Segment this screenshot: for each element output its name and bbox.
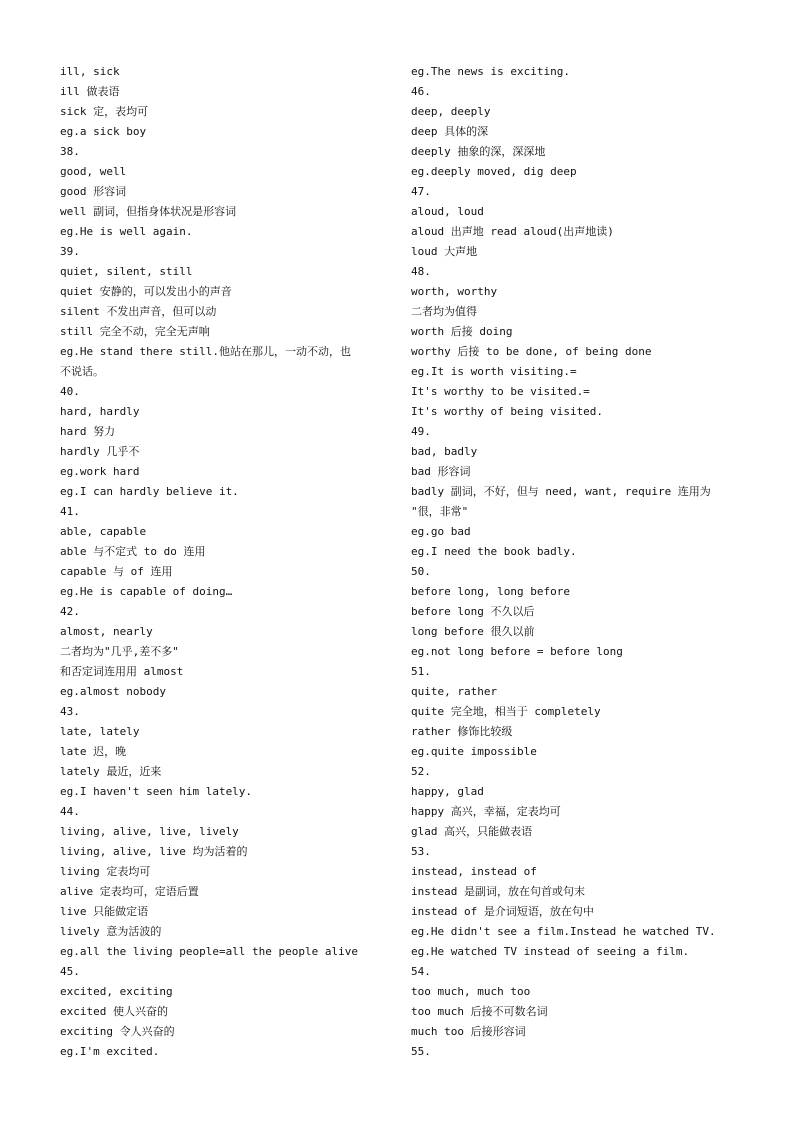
right-column-line: eg.deeply moved, dig deep [411,165,577,178]
left-column-line: eg.I can hardly believe it. [60,485,239,498]
left-column-line: lively 意为活波的 [60,925,162,938]
left-column-line: live 只能做定语 [60,905,149,918]
left-column-line: sick 定，表均可 [60,105,149,118]
left-column-line: quiet, silent, still [60,265,193,278]
left-column-line: 和否定词连用用 almost [60,665,184,678]
right-column-line: too much 后接不可数名词 [411,1005,548,1018]
left-column-line: 二者均为"几乎,差不多" [60,645,179,658]
left-column-line: eg.I'm excited. [60,1045,160,1058]
left-column-line: ill, sick [60,65,120,78]
left-column-line: lately 最近，近来 [60,765,162,778]
right-column-line: 49. [411,425,431,438]
right-column-line: 55. [411,1045,431,1058]
right-column-line: eg.quite impossible [411,745,537,758]
right-column-line: too much, much too [411,985,531,998]
right-column-line: eg.go bad [411,525,471,538]
left-column-line: eg.He stand there still.他站在那儿，一动不动，也 [60,345,351,358]
right-column-line: bad 形容词 [411,465,471,478]
left-column-line: ill 做表语 [60,85,120,98]
left-column-line: good 形容词 [60,185,127,198]
left-column-line: almost, nearly [60,625,153,638]
left-column-line: alive 定表均可，定语后置 [60,885,199,898]
left-column-line: quiet 安静的，可以发出小的声音 [60,285,232,298]
left-column-line: 45. [60,965,80,978]
left-column-line: late 迟，晚 [60,745,127,758]
right-column-line: It's worthy of being visited. [411,405,604,418]
left-column [60,62,400,1062]
left-column-line: hard 努力 [60,425,116,438]
left-column-line: living, alive, live 均为活着的 [60,845,248,858]
right-column-line: 54. [411,965,431,978]
left-column-line: hard, hardly [60,405,140,418]
right-column-line: before long, long before [411,585,570,598]
left-column-line: 38. [60,145,80,158]
right-column [411,62,751,1062]
right-column-line: 48. [411,265,431,278]
right-column-line: 50. [411,565,431,578]
right-column-line: deep, deeply [411,105,491,118]
right-column-line: aloud 出声地 read aloud(出声地读) [411,225,614,238]
right-column-line: happy, glad [411,785,484,798]
left-column-line: 41. [60,505,80,518]
left-column-line: able, capable [60,525,147,538]
left-column-line: 44. [60,805,80,818]
left-column-line: late, lately [60,725,140,738]
left-column-line: living 定表均可 [60,865,151,878]
left-column-line: living, alive, live, lively [60,825,239,838]
right-column-line: before long 不久以后 [411,605,535,618]
left-column-line: excited 使人兴奋的 [60,1005,168,1018]
left-column-line: able 与不定式 to do 连用 [60,545,206,558]
right-column-line: glad 高兴，只能做表语 [411,825,533,838]
right-column-line: eg.It is worth visiting.= [411,365,577,378]
left-column-line: eg.a sick boy [60,125,147,138]
left-column-line: exciting 令人兴奋的 [60,1025,175,1038]
right-column-line: 46. [411,85,431,98]
right-column-line: 47. [411,185,431,198]
left-column-line: 40. [60,385,80,398]
right-column-line: eg.I need the book badly. [411,545,577,558]
right-column-line: instead of 是介词短语，放在句中 [411,905,594,918]
right-column-line: worthy 后接 to be done, of being done [411,345,652,358]
right-column-line: 51. [411,665,431,678]
left-column-line: eg.He is capable of doing… [60,585,233,598]
right-column-line: happy 高兴，幸福，定表均可 [411,805,561,818]
left-column-line: well 副词，但指身体状况是形容词 [60,205,237,218]
left-column-line: good, well [60,165,127,178]
left-column-line: still 完全不动，完全无声响 [60,325,210,338]
right-column-line: eg.He didn't see a film.Instead he watched TV. [411,925,716,938]
left-column-line: 42. [60,605,80,618]
left-column-line: eg.all the living people=all the people alive [60,945,359,958]
right-column-line: eg.not long before = before long [411,645,623,658]
right-column-line: 53. [411,845,431,858]
right-column-line: quite 完全地，相当于 completely [411,705,601,718]
left-column-line: 不说话。 [60,365,104,378]
right-column-line: deep 具体的深 [411,125,489,138]
right-column-line: long before 很久以前 [411,625,535,638]
right-column-line: rather 修饰比较级 [411,725,513,738]
right-column-line: 52. [411,765,431,778]
right-column-line: "很，非常" [411,505,469,518]
right-column-line: worth, worthy [411,285,498,298]
left-column-line: eg.work hard [60,465,140,478]
left-column-line: eg.I haven't seen him lately. [60,785,253,798]
right-column-line: instead 是副词，放在句首或句末 [411,885,585,898]
left-column-line: 43. [60,705,80,718]
right-column-line: eg.He watched TV instead of seeing a film. [411,945,690,958]
right-column-line: instead, instead of [411,865,537,878]
right-column-line: loud 大声地 [411,245,478,258]
left-column-line: eg.He is well again. [60,225,193,238]
right-column-line: 二者均为值得 [411,305,477,318]
left-column-line: 39. [60,245,80,258]
right-column-line: It's worthy to be visited.= [411,385,590,398]
left-column-line: eg.almost nobody [60,685,166,698]
left-column-line: excited, exciting [60,985,173,998]
right-column-line: bad, badly [411,445,478,458]
left-column-line: capable 与 of 连用 [60,565,173,578]
right-column-line: eg.The news is exciting. [411,65,570,78]
right-column-line: aloud, loud [411,205,484,218]
left-column-line: silent 不发出声音，但可以动 [60,305,217,318]
right-column-line: quite, rather [411,685,498,698]
left-column-line: hardly 几乎不 [60,445,140,458]
right-column-line: badly 副词，不好，但与 need, want, require 连用为 [411,485,711,498]
right-column-line: much too 后接形容词 [411,1025,526,1038]
right-column-line: worth 后接 doing [411,325,513,338]
right-column-line: deeply 抽象的深，深深地 [411,145,546,158]
